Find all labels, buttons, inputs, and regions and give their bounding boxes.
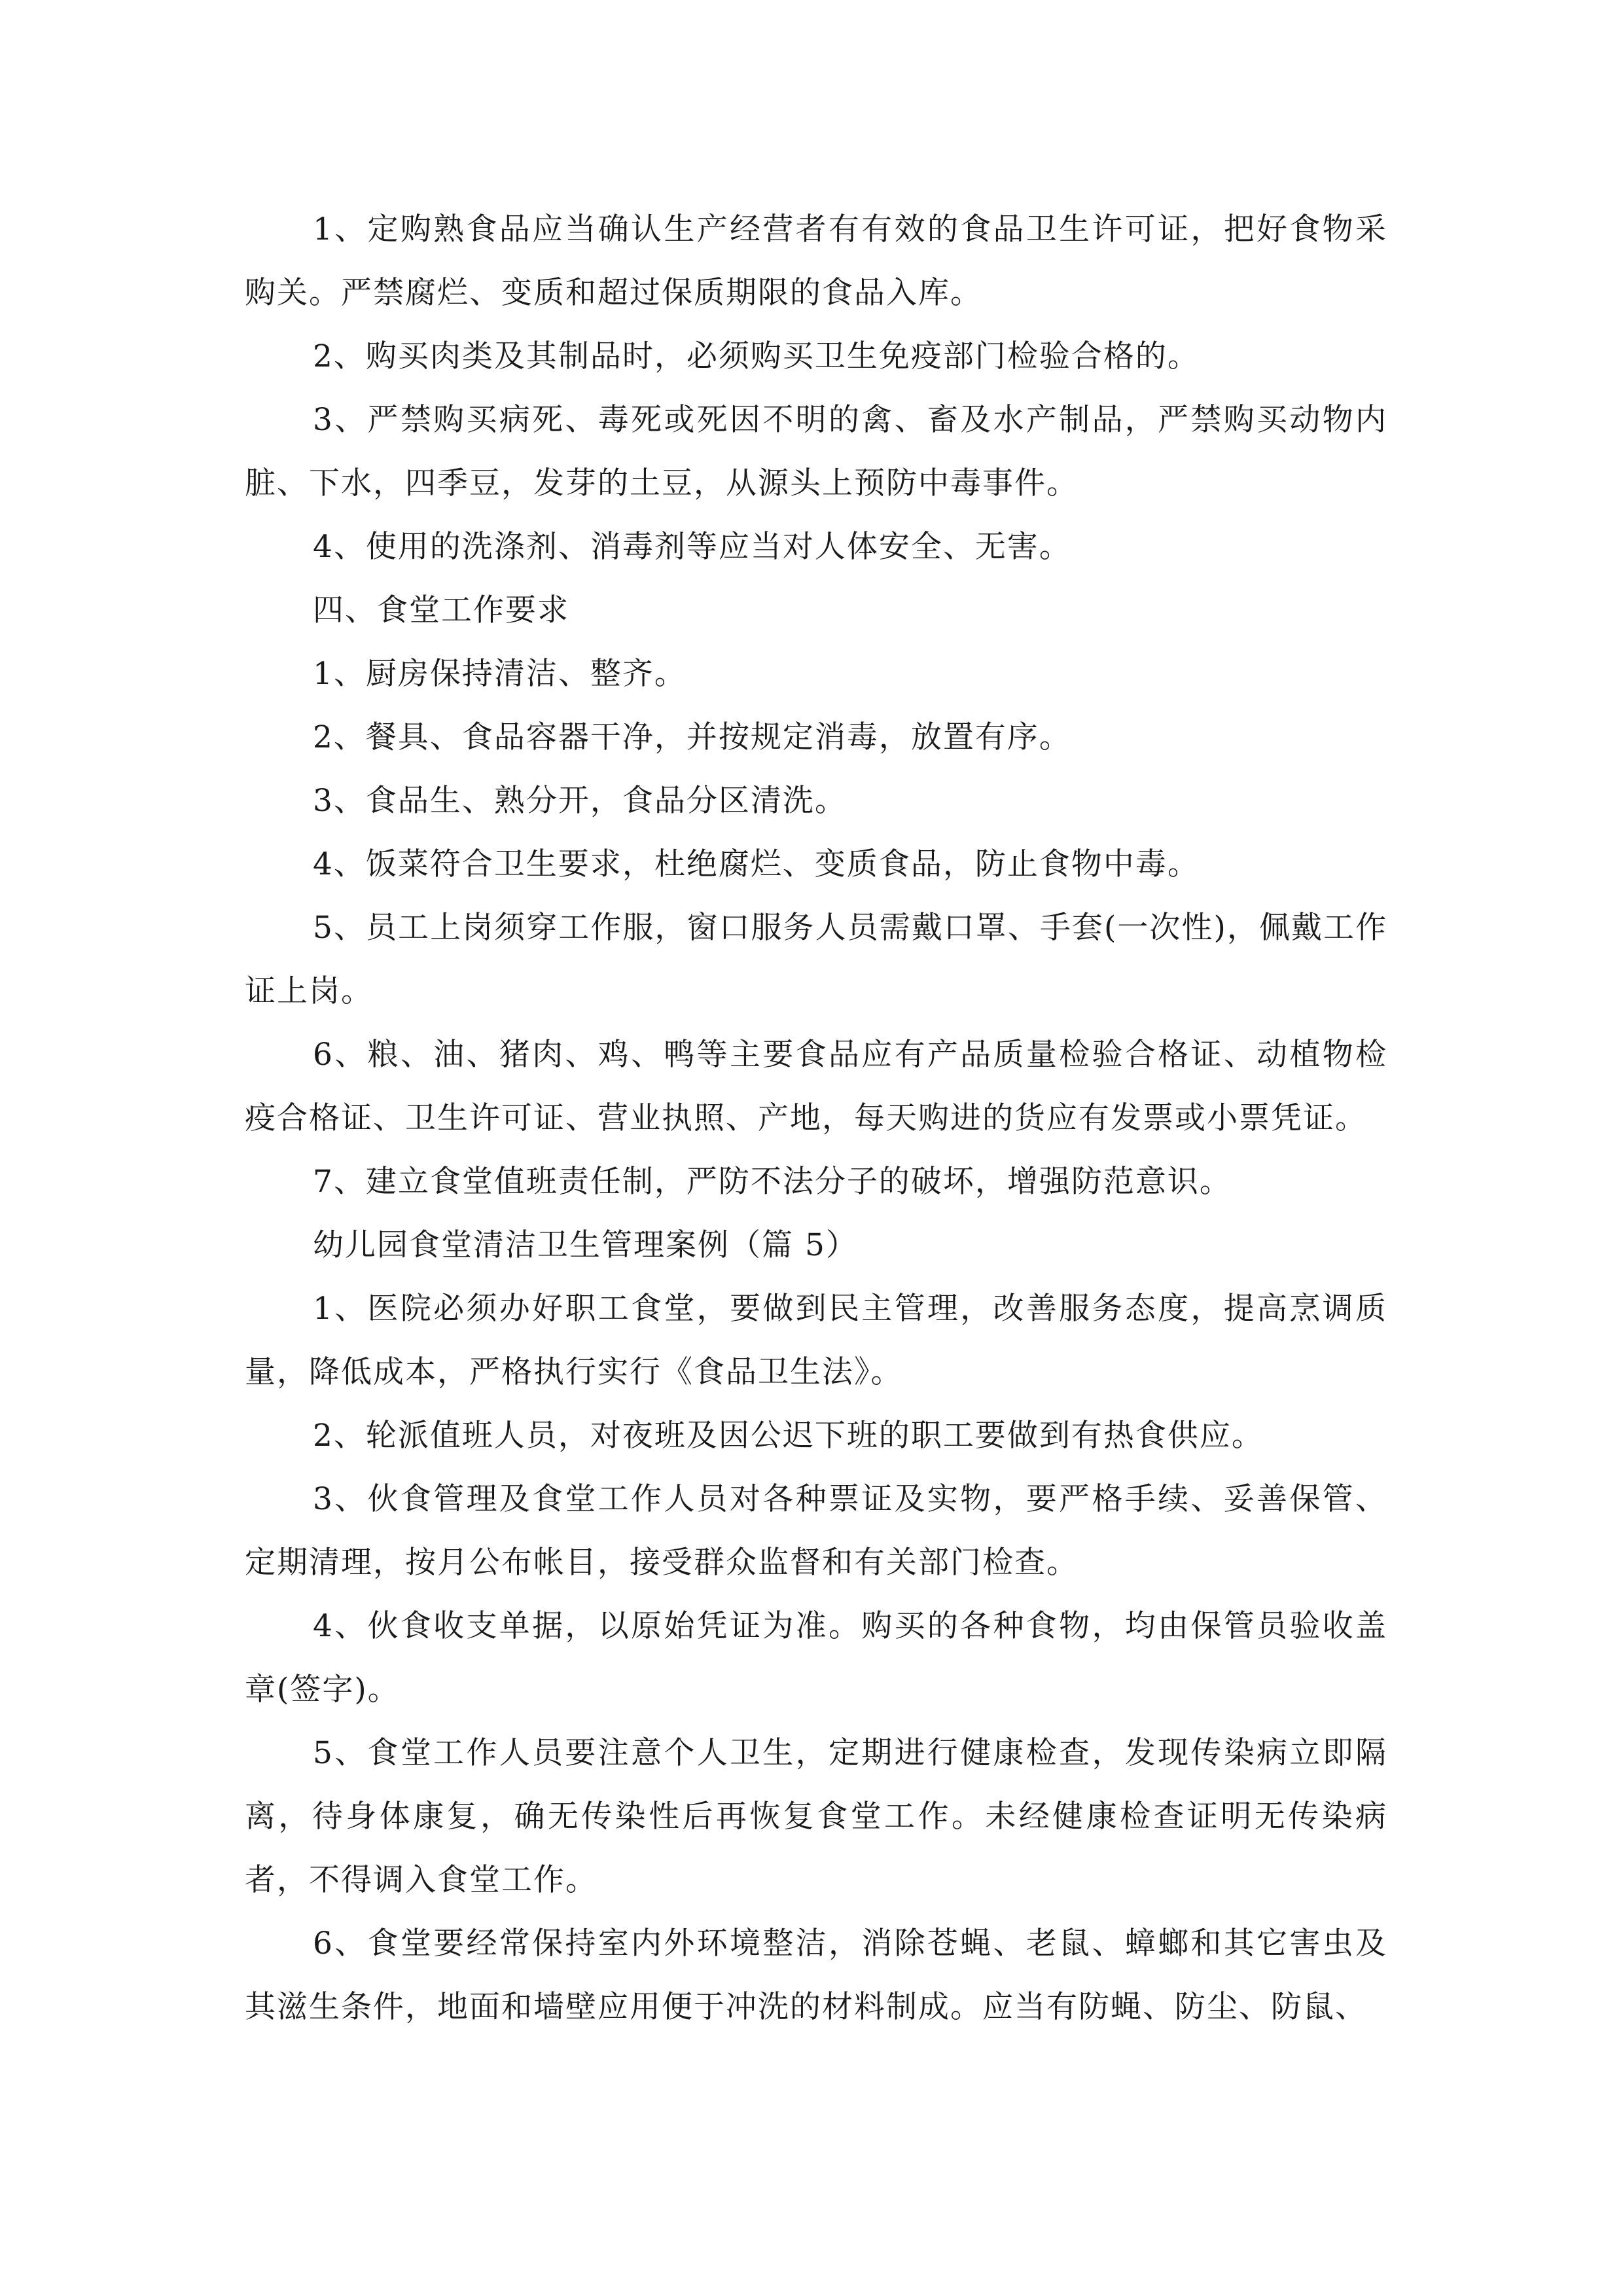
paragraph-staff-canteen: 1、医院必须办好职工食堂，要做到民主管理，改善服务态度，提高烹调质量，降低成本，严格执行实行《食品卫生法》。 (245, 1291, 1387, 1390)
paragraph-environment: 6、食堂要经常保持室内外环境整洁，消除苍蝇、老鼠、蟑螂和其它害虫及其滋生条件，地面和墙壁应用便于冲洗的材料制成。应当有防蝇、防尘、防鼠、 (245, 1926, 1387, 2025)
paragraph-kitchen-clean: 1、厨房保持清洁、整齐。 (313, 656, 687, 692)
paragraph-prohibited-purchases: 3、严禁购买病死、毒死或死因不明的禽、畜及水产制品，严禁购买动物内脏、下水，四季豆，发芽的土豆，从源头上预防中毒事件。 (245, 402, 1387, 501)
paragraph-tickets-management: 3、伙食管理及食堂工作人员对各种票证及实物，要严格手续、妥善保管、定期清理，按月公布帐目，接受群众监督和有关部门检查。 (245, 1481, 1387, 1581)
paragraph-meat-purchase: 2、购买肉类及其制品时，必须购买卫生免疫部门检验合格的。 (313, 338, 1200, 374)
paragraph-duty-system: 7、建立食堂值班责任制，严防不法分子的破坏，增强防范意识。 (313, 1164, 1232, 1200)
paragraph-night-shift-meals: 2、轮派值班人员，对夜班及因公迟下班的职工要做到有热食供应。 (313, 1418, 1264, 1454)
paragraph-food-hygiene: 4、饭菜符合卫生要求，杜绝腐烂、变质食品，防止食物中毒。 (313, 846, 1200, 882)
paragraph-receipts: 4、伙食收支单据，以原始凭证为准。购买的各种食物，均由保管员验收盖章(签字)。 (245, 1608, 1387, 1708)
paragraph-staff-uniform: 5、员工上岗须穿工作服，窗口服务人员需戴口罩、手套(一次性)，佩戴工作证上岗。 (245, 910, 1387, 1009)
paragraph-detergents: 4、使用的洗涤剂、消毒剂等应当对人体安全、无害。 (313, 529, 1071, 565)
paragraph-certificates: 6、粮、油、猪肉、鸡、鸭等主要食品应有产品质量检验合格证、动植物检疫合格证、卫生许可证、营业执照、产地，每天购进的货应有发票或小票凭证。 (245, 1037, 1387, 1136)
section-heading-case-5: 幼儿园食堂清洁卫生管理案例（篇 5） (313, 1227, 858, 1263)
paragraph-raw-cooked-separation: 3、食品生、熟分开，食品分区清洗。 (313, 783, 847, 819)
paragraph-tableware: 2、餐具、食品容器干净，并按规定消毒，放置有序。 (313, 719, 1071, 755)
document-body (245, 198, 1387, 2039)
section-heading-canteen-requirements: 四、食堂工作要求 (313, 592, 569, 628)
paragraph-purchase-cooked-food: 1、定购熟食品应当确认生产经营者有有效的食品卫生许可证，把好食物采购关。严禁腐烂、变质和超过保质期限的食品入库。 (245, 211, 1387, 311)
paragraph-personal-hygiene: 5、食堂工作人员要注意个人卫生，定期进行健康检查，发现传染病立即隔离，待身体康复，确无传染性后再恢复食堂工作。未经健康检查证明无传染病者，不得调入食堂工作。 (245, 1735, 1387, 1898)
